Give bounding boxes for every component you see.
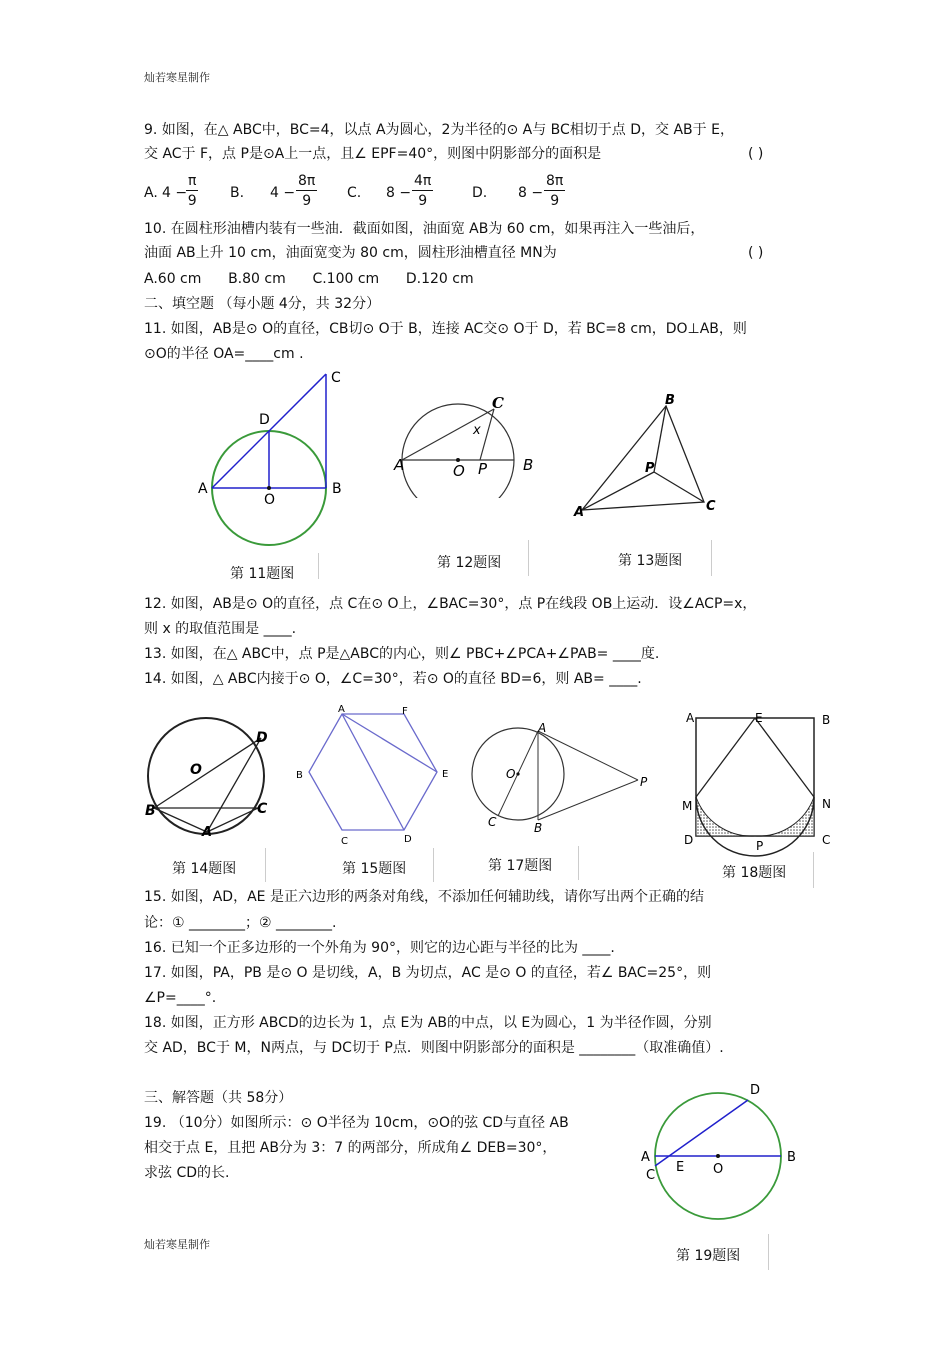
fraction-numerator: 8π [546,173,564,189]
q9-option-c-label: C. [347,185,362,201]
label-a: A [641,1150,650,1165]
q13-text: 13. 如图，在△ ABC中，点 P是△ABC的内心，则∠ PBC+∠PCA+∠PAB= ____度. [144,646,660,662]
divider [711,540,712,576]
q12-line1: 12. 如图，AB是⊙ O的直径，点 C在⊙ O上，∠BAC=30°，点 P在线段 OB上运动．设∠ACP=x， [144,596,757,612]
q15-line2: 论：① ________；② ________. [144,915,337,931]
label-o: O [264,492,276,508]
section-3-heading: 三、解答题（共 58分） [144,1090,293,1106]
caption-figure-14: 第 14题图 [172,861,237,877]
label-b: B [145,803,156,819]
fraction-denominator: 9 [418,193,428,209]
figure-19 [632,1076,807,1226]
shaded-region-left [696,797,755,836]
q9-option-d-label: D. [472,185,488,201]
q15-line1: 15. 如图，AD，AE 是正六边形的两条对角线，不添加任何辅助线，请你写出两个正确的结 [144,889,704,905]
figure-17 [466,718,656,840]
diameter-bd [154,738,261,808]
page-footer: 灿若寒星制作 [144,1238,210,1251]
label-c: C [492,394,504,412]
label-d: D [259,412,270,428]
q17-line2: ∠P=____°. [144,990,217,1006]
fraction-numerator: 8π [298,173,316,189]
shaded-region-right [755,797,814,836]
figure-13 [570,392,720,520]
segment-bp [654,406,666,472]
caption-figure-15: 第 15题图 [342,861,407,877]
label-e: E [442,769,449,780]
q9-option-b-fraction [296,172,317,211]
caption-figure-17: 第 17题图 [488,858,553,874]
label-o: O [190,762,202,778]
q9-option-d-whole: 8 − [518,185,544,201]
fraction-numerator: π [188,173,197,189]
label-b: B [296,770,303,781]
divider [318,553,319,579]
label-x: x [473,423,481,438]
q9-option-b-whole: 4 − [270,185,296,201]
figure-18 [676,700,846,860]
divider [768,1234,769,1270]
label-b: B [822,713,831,727]
q11-line2: ⊙O的半径 OA=____cm . [144,346,304,362]
label-o: O [506,767,516,781]
figure-11 [190,362,355,552]
q18-line2: 交 AD，BC于 M，N两点，与 DC切于 P点．则图中阴影部分的面积是 ________（取准确值）. [144,1040,724,1056]
caption-figure-18: 第 18题图 [722,865,787,881]
label-c: C [706,499,716,514]
figure-14 [140,712,280,837]
divider [265,848,266,882]
label-f: F [402,706,408,717]
label-c: C [331,370,341,386]
q12-line2: 则 x 的取值范围是 ____. [144,621,297,637]
segment-ap [582,472,654,510]
label-a: A [202,825,213,837]
q9-paren: ( ) [748,146,764,162]
q9-option-c-whole: 8 − [386,185,412,201]
label-p: P [756,839,764,853]
q19-line3: 求弦 CD的长. [144,1165,230,1181]
q9-option-a-whole: 4 − [162,185,188,201]
label-d: D [404,834,412,845]
label-b: B [665,393,675,408]
caption-figure-12: 第 12题图 [437,555,502,571]
label-p: P [640,775,648,789]
q18-line1: 18. 如图，正方形 ABCD的边长为 1，点 E为 AB的中点，以 E为圆心，1 为半径作圆，分别 [144,1015,712,1031]
label-c: C [488,815,497,829]
label-d: D [750,1083,761,1098]
label-d: D [256,730,268,746]
label-e: E [755,711,763,725]
segment-cp [480,409,494,460]
q10-options: A.60 cm B.80 cm C.100 cm D.120 cm [144,271,474,287]
section-2-heading: 二、填空题 （每小题 4分，共 32分） [144,296,381,312]
q9-option-a-fraction [186,172,198,211]
label-o: O [453,462,465,480]
triangle-abc [582,406,704,510]
caption-figure-19: 第 19题图 [676,1248,741,1264]
q9-option-d-fraction [544,172,565,211]
label-p: P [478,460,488,478]
label-c: C [341,836,348,847]
label-d: D [684,833,694,847]
q16-text: 16. 已知一个正多边形的一个外角为 90°，则它的边心距与半径的比为 ____. [144,940,615,956]
label-b: B [523,456,534,474]
divider [528,540,529,576]
label-m: M [682,799,693,813]
label-o: O [713,1162,724,1177]
q14-text: 14. 如图，△ ABC内接于⊙ O，∠C=30°，若⊙ O的直径 BD=6，则 AB= ____. [144,671,642,687]
q19-line2: 相交于点 E，且把 AB分为 3：7 的两部分，所成角∠ DEB=30°， [144,1140,557,1156]
label-b: B [787,1150,796,1165]
q19-line1: 19. （10分）如图所示：⊙ O半径为 10cm，⊙O的弦 CD与直径 AB [144,1115,569,1131]
circle-o [148,718,264,834]
q17-line1: 17. 如图，PA，PB 是⊙ O 是切线，A，B 为切点，AC 是⊙ O 的直径，若∠ BAC=25°，则 [144,965,712,981]
q9-option-b-label: B. [230,185,245,201]
figure-12 [390,388,540,498]
q9-line1: 9. 如图，在△ ABC中，BC=4，以点 A为圆心，2为半径的⊙ A与 BC相切于点 D，交 AB于 E， [144,122,734,138]
label-c: C [257,801,268,817]
caption-figure-13: 第 13题图 [618,553,683,569]
diagonal-ae [342,714,437,772]
label-b: B [332,481,342,497]
label-b: B [534,821,543,835]
q9-option-a-label: A. [144,185,158,201]
label-a: A [574,505,585,520]
square-abcd [696,718,814,836]
label-a: A [538,721,547,735]
fraction-numerator: 4π [414,173,432,189]
q10-paren: ( ) [748,245,764,261]
label-a: A [198,481,208,497]
label-a: A [394,456,405,474]
segment-en [755,718,814,797]
fraction-denominator: 9 [187,193,197,209]
label-e: E [676,1160,685,1175]
q10-line1: 10. 在圆柱形油槽内装有一些油．截面如图，油面宽 AB为 60 cm，如果再注入一些油后， [144,221,705,237]
label-n: N [822,797,831,811]
segment-em [696,718,755,797]
tangent-pb [538,780,638,820]
tangent-pa [538,731,638,780]
center-point [516,772,519,775]
center-point [267,486,271,490]
label-c: C [646,1168,656,1183]
fraction-denominator: 9 [550,193,560,209]
fraction-denominator: 9 [302,193,312,209]
q11-line1: 11. 如图，AB是⊙ O的直径，CB切⊙ O于 B，连接 AC交⊙ O于 D，若 BC=8 cm，DO⊥AB，则 [144,321,747,337]
divider [578,846,579,880]
center-point [716,1154,720,1158]
q9-line2: 交 AC于 F，点 P是⊙A上一点，且∠ EPF=40°，则图中阴影部分的面积是 [144,146,602,162]
page-header: 灿若寒星制作 [144,71,210,84]
label-c: C [822,833,831,847]
segment-cp [654,472,704,502]
q10-line2: 油面 AB上升 10 cm，油面宽变为 80 cm，圆柱形油槽直径 MN为 [144,245,557,261]
figure-15 [292,702,457,850]
label-a: A [338,704,345,715]
label-p: P [645,461,655,476]
caption-figure-11: 第 11题图 [230,566,295,582]
q9-option-c-fraction [412,172,433,211]
chord-ad [207,738,261,832]
diagonal-ad [342,714,404,830]
label-a: A [686,711,695,725]
divider [813,852,814,888]
divider [433,848,434,882]
